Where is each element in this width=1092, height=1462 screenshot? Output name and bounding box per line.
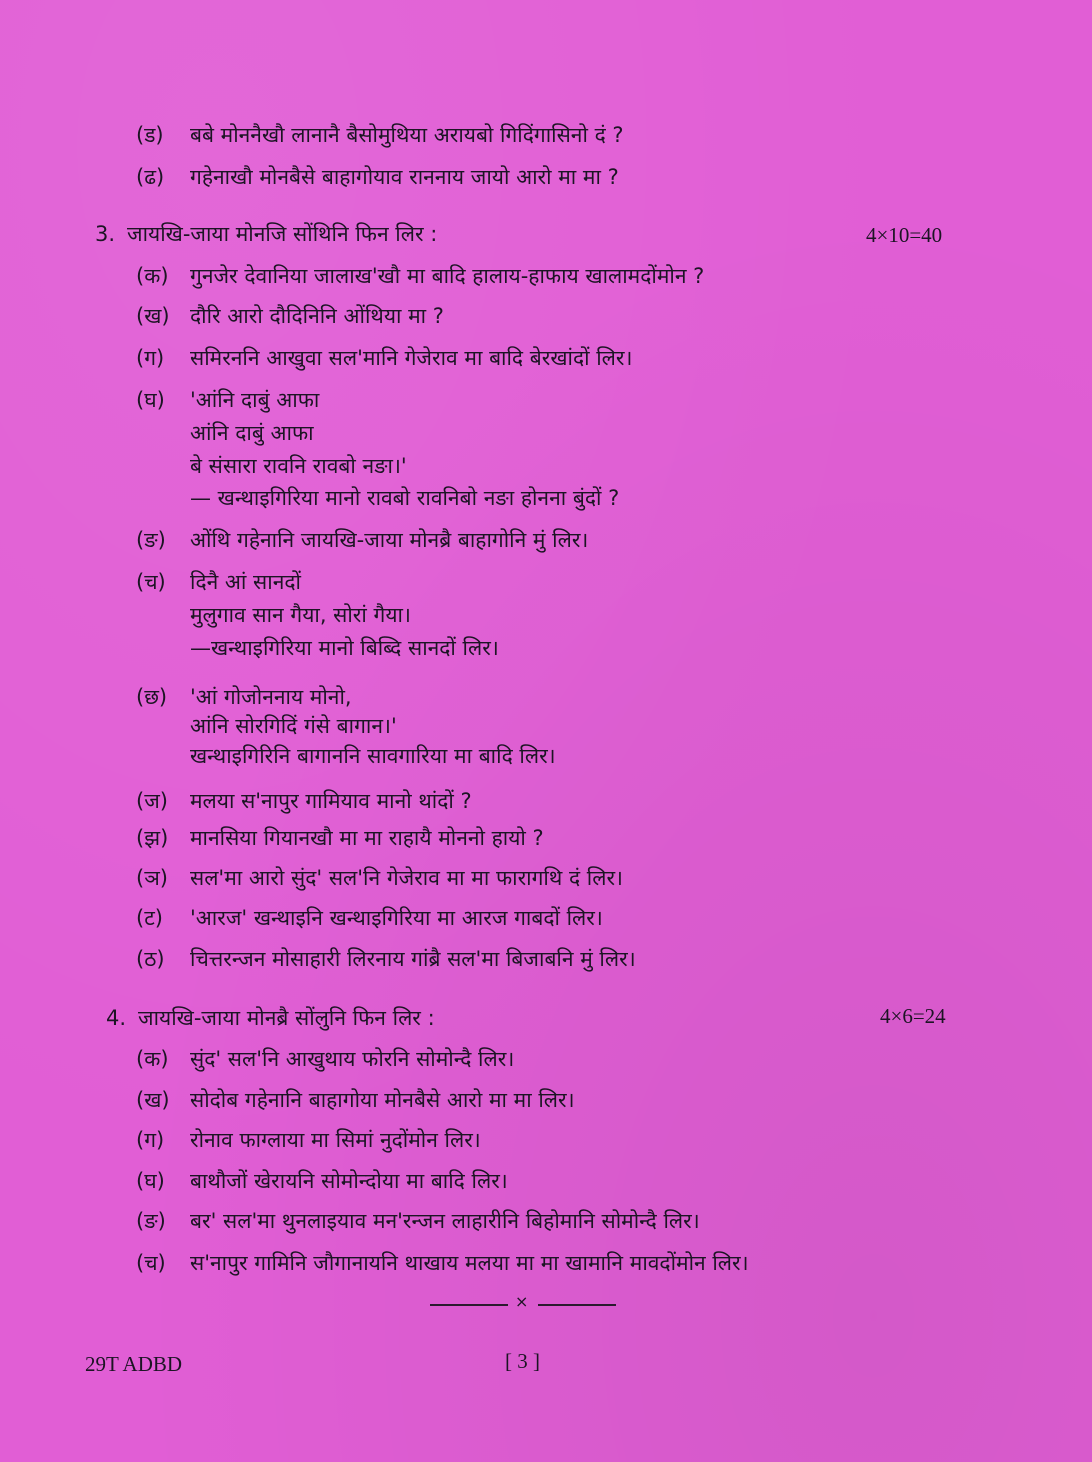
item-label: (घ)	[136, 1169, 165, 1193]
item-text: सोदोब गहेनानि बाहागोया मोनबैसे आरो मा मा लिर।	[190, 1088, 575, 1112]
end-of-paper-mark	[430, 1292, 618, 1315]
end-rule-right	[538, 1304, 616, 1306]
q3-item-ja	[136, 787, 472, 815]
q3-item-nya	[136, 864, 623, 892]
paper-code: 29T ADBD	[85, 1352, 183, 1376]
item-label: (ञ)	[136, 866, 168, 890]
item-label: (ठ)	[136, 947, 165, 971]
q3-item-jha	[136, 824, 544, 852]
q3-item-gha-line: बे संसारा रावनि रावबो नङा।'	[190, 454, 407, 478]
q3-item-kha	[136, 302, 444, 330]
item-label: (च)	[136, 1251, 166, 1275]
item-text: सुंद' सल'नि आखुथाय फोरनि सोमोन्दै लिर।	[190, 1047, 515, 1071]
item-label: (ज)	[136, 789, 168, 813]
item-text: चित्तरन्जन मोसाहारी लिरनाय गांब्रै सल'मा बिजाबनि मुं लिर।	[190, 947, 636, 971]
q4-item-ga	[136, 1126, 481, 1154]
question-number: 3.	[95, 222, 116, 246]
question-title: जायखि-जाया मोनजि सोंथिनि फिन लिर :	[127, 222, 438, 246]
question-title: जायखि-जाया मोनब्रै सोंलुनि फिन लिर :	[138, 1006, 435, 1030]
end-cross: ×	[515, 1292, 529, 1311]
item-label: (ग)	[136, 1128, 165, 1152]
item-text: गहेनाखौ मोनबैसे बाहागोयाव राननाय जायो आरो मा मा ?	[190, 165, 619, 189]
item-text: 'आंनि दाबुं आफा	[190, 388, 320, 412]
item-label: (क)	[136, 264, 169, 288]
q3-item-nga	[136, 526, 588, 554]
item-text: दौरि आरो दौदिनिनि ओंथिया मा ?	[190, 304, 444, 328]
item-label: (ड)	[136, 123, 164, 147]
item-text: बर' सल'मा थुनलाइयाव मन'रन्जन लाहारीनि बिहोमानि सोमोन्दै लिर।	[190, 1209, 700, 1233]
q3-item-ga	[136, 344, 632, 372]
item-label: (घ)	[136, 388, 165, 412]
item-label: (च)	[136, 570, 166, 594]
item-label: (ङ)	[136, 1209, 166, 1233]
item-text: 'आं गोजोननाय मोनो,	[190, 685, 352, 709]
item-text: ओंथि गहेनानि जायखि-जाया मोनब्रै बाहागोनि मुं लिर।	[190, 528, 589, 552]
q3-item-gha	[136, 386, 319, 414]
item-label: (ख)	[136, 1088, 170, 1112]
q2-item-dda	[136, 121, 624, 149]
item-label: (ढ)	[136, 165, 165, 189]
q3-item-cha-line: मुलुगाव सान गैया, सोरां गैया।	[190, 603, 411, 627]
item-label: (क)	[136, 1047, 169, 1071]
item-text: मलया स'नापुर गामियाव मानो थांदों ?	[190, 789, 472, 813]
item-text: रोनाव फाग्लाया मा सिमां नुदोंमोन लिर।	[190, 1128, 481, 1152]
item-text: दिनै आं सानदों	[190, 570, 301, 594]
item-label: (ख)	[136, 304, 170, 328]
q3-item-cha	[136, 568, 301, 596]
q3-item-chha-line: आंनि सोरगिदिं गंसे बागान।'	[190, 714, 397, 738]
q3-item-gha-line: आंनि दाबुं आफा	[190, 421, 314, 445]
q4-heading	[106, 1004, 435, 1032]
item-label: (ङ)	[136, 528, 166, 552]
item-label: (छ)	[136, 685, 168, 709]
q3-item-chha	[136, 683, 352, 711]
q3-item-tha	[136, 945, 636, 973]
q3-marks: 4×10=40	[866, 223, 943, 247]
q3-heading	[95, 220, 437, 248]
item-text: सल'मा आरो सुंद' सल'नि गेजेराव मा मा फारागथि दं लिर।	[190, 866, 624, 890]
item-text: स'नापुर गामिनि जौगानायनि थाखाय मलया मा मा खामानि मावदोंमोन लिर।	[190, 1251, 749, 1275]
item-text: गुनजेर देवानिया जालाख'खौ मा बादि हालाय-हाफाय खालामदोंमोन ?	[190, 264, 705, 288]
q3-item-ka	[136, 262, 704, 290]
q4-item-ka	[136, 1045, 514, 1073]
item-text: समिरननि आखुवा सल'मानि गेजेराव मा बादि बेरखांदों लिर।	[190, 346, 633, 370]
q3-item-gha-line: — खन्थाइगिरिया मानो रावबो रावनिबो नङा होनना बुंदों ?	[190, 486, 620, 510]
q4-marks: 4×6=24	[880, 1004, 946, 1028]
item-label: (झ)	[136, 826, 169, 850]
q2-item-ddha	[136, 163, 619, 191]
item-label: (ग)	[136, 346, 165, 370]
item-text: मानसिया गियानखौ मा मा राहायै मोननो हायो ?	[190, 826, 544, 850]
end-rule-left	[430, 1304, 508, 1306]
q4-item-cha	[136, 1249, 749, 1277]
q4-item-gha	[136, 1167, 508, 1195]
item-text: बाथौजों खेरायनि सोमोन्दोया मा बादि लिर।	[190, 1169, 508, 1193]
q3-item-chha-line: खन्थाइगिरिनि बागाननि सावगारिया मा बादि लिर।	[190, 744, 556, 768]
q4-item-kha	[136, 1086, 575, 1114]
q4-item-nga	[136, 1207, 700, 1235]
item-label: (ट)	[136, 906, 163, 930]
q3-item-ta	[136, 904, 603, 932]
question-number: 4.	[106, 1006, 127, 1030]
item-text: 'आरज' खन्थाइनि खन्थाइगिरिया मा आरज गाबदों लिर।	[190, 906, 603, 930]
item-text: बबे मोननैखौ लानानै बैसोमुथिया अरायबो गिदिंगासिनो दं ?	[190, 123, 624, 147]
page-number: [ 3 ]	[505, 1349, 540, 1373]
q3-item-cha-line: —खन्थाइगिरिया मानो बिब्दि सानदों लिर।	[190, 636, 499, 660]
